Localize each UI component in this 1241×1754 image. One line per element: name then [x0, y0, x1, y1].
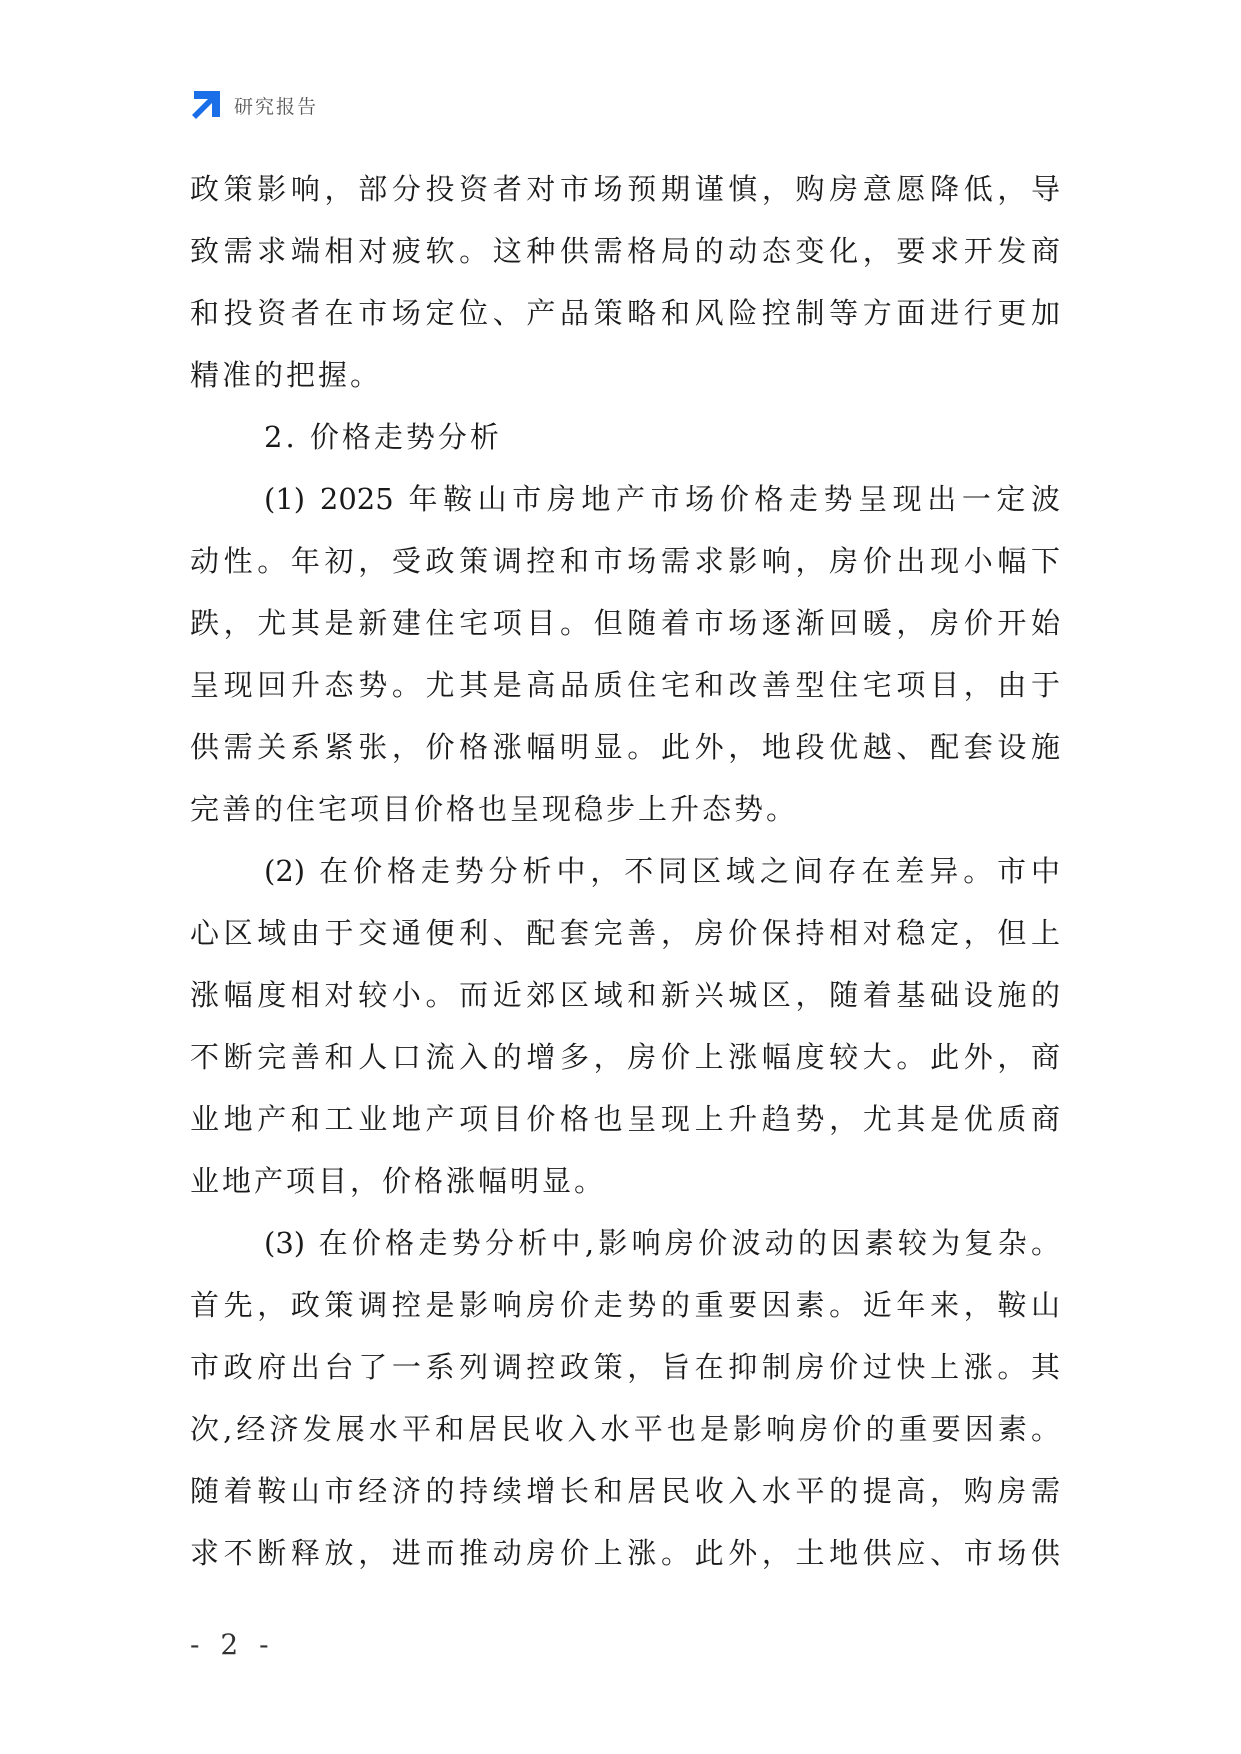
- text-line: 完善的住宅项目价格也呈现稳步上升态势。: [190, 792, 799, 826]
- text-line: (1) 2025 年鞍山市房地产市场价格走势呈现出一定波: [264, 482, 1060, 516]
- text-line: 政策影响，部分投资者对市场预期谨慎，购房意愿降低，导: [190, 172, 1060, 206]
- text-line: 次,经济发展水平和居民收入水平也是影响房价的重要因素。: [190, 1412, 1060, 1446]
- text-line: 和投资者在市场定位、产品策略和风险控制等方面进行更加: [190, 296, 1060, 330]
- text-line: (2) 在价格走势分析中，不同区域之间存在差异。市中: [264, 854, 1060, 888]
- text-line: 不断完善和人口流入的增多，房价上涨幅度较大。此外，商: [190, 1040, 1060, 1074]
- document-body: [190, 158, 1060, 1584]
- header-title: 研究报告: [234, 95, 319, 118]
- text-line: (3) 在价格走势分析中,影响房价波动的因素较为复杂。: [264, 1226, 1060, 1260]
- text-line: 业地产和工业地产项目价格也呈现上升趋势，尤其是优质商: [190, 1102, 1060, 1136]
- page-number: - 2 -: [190, 1628, 275, 1661]
- text-line: 精准的把握。: [190, 358, 383, 392]
- text-line: 随着鞍山市经济的持续增长和居民收入水平的提高，购房需: [190, 1474, 1060, 1508]
- text-line: 动性。年初，受政策调控和市场需求影响，房价出现小幅下: [190, 544, 1060, 578]
- text-line: 供需关系紧张，价格涨幅明显。此外，地段优越、配套设施: [190, 730, 1060, 764]
- section-heading: 2. 价格走势分析: [264, 420, 502, 454]
- text-line: 致需求端相对疲软。这种供需格局的动态变化，要求开发商: [190, 234, 1060, 268]
- text-line: 跌，尤其是新建住宅项目。但随着市场逐渐回暖，房价开始: [190, 606, 1060, 640]
- text-line: 业地产项目，价格涨幅明显。: [190, 1164, 607, 1198]
- text-line: 心区域由于交通便利、配套完善，房价保持相对稳定，但上: [190, 916, 1060, 950]
- text-line: 求不断释放，进而推动房价上涨。此外，土地供应、市场供: [190, 1536, 1060, 1570]
- text-line: 首先，政策调控是影响房价走势的重要因素。近年来，鞍山: [190, 1288, 1060, 1322]
- text-line: 呈现回升态势。尤其是高品质住宅和改善型住宅项目，由于: [190, 668, 1060, 702]
- arrow-logo-icon: [190, 89, 222, 121]
- text-line: 市政府出台了一系列调控政策，旨在抑制房价过快上涨。其: [190, 1350, 1060, 1384]
- page-header: [190, 88, 318, 122]
- text-line: 涨幅度相对较小。而近郊区域和新兴城区，随着基础设施的: [190, 978, 1060, 1012]
